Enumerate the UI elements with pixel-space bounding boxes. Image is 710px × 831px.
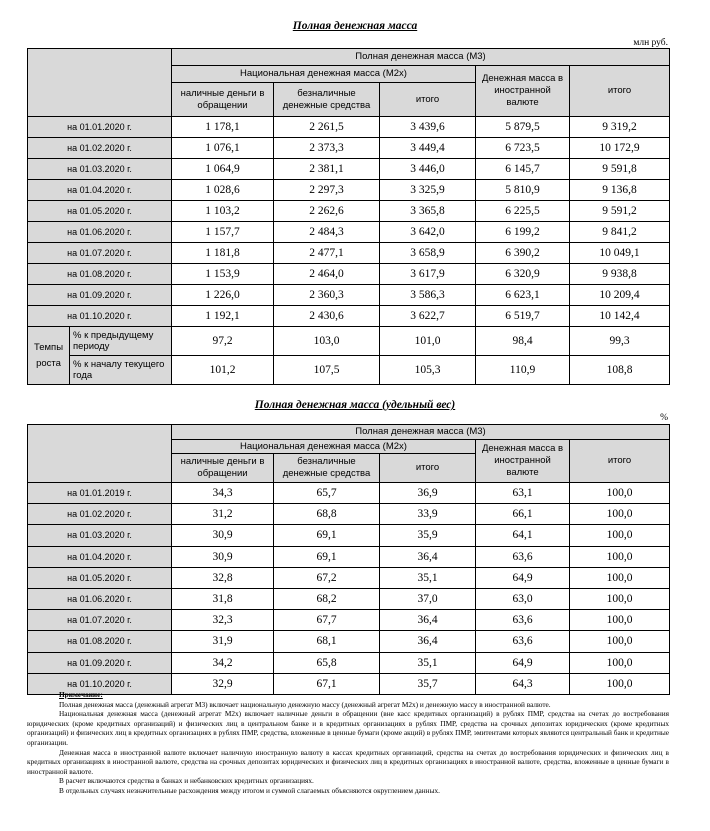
table1-title: Полная денежная масса [292,20,418,32]
growth-row [28,356,670,385]
table-cell: 2 477,1 [274,243,380,264]
table-cell: 65,7 [274,483,380,504]
row-date-label: на 01.06.2020 г. [28,588,172,609]
row-date-label: на 01.01.2019 г. [28,483,172,504]
row-date-label: на 01.07.2020 г. [28,243,172,264]
corner-cell [28,49,172,117]
grand-total-header: итого [570,66,670,117]
table-cell: 100,0 [570,504,670,525]
table-cell: 1 192,1 [172,306,274,327]
table-cell: 3 325,9 [380,180,476,201]
table-row [28,652,670,673]
note-paragraph: Полная денежная масса (денежный агрегат М3) включает национальную денежную массу (денежный агрегат М2х) и денежную массу в иностранной валюте. [59,699,551,709]
table-cell: 6 145,7 [476,159,570,180]
note-paragraph: Денежная масса в иностранной валюте включает наличную иностранную валюту в кассах кредитных организаций, средства на счетах до востребования юридических и физических лиц в кредитных организациях в иностранной валюте, средства на срочных депозитах юридических и физических лиц в кредитных организациях в иностранной валюте, средства, вложенные в ценные бумаги в иностранной валюте. [27,747,669,776]
money-supply-share-table [27,424,670,695]
table-cell: 3 365,8 [380,201,476,222]
table-row [28,285,670,306]
growth-row [28,327,670,356]
growth-rate-label: Темпы роста [28,327,70,385]
cash-header: наличные деньги в обращении [172,454,274,483]
table-cell: 67,2 [274,567,380,588]
table-cell: 35,1 [380,652,476,673]
notes-heading: Примечание: [59,690,103,699]
table-cell: 2 373,3 [274,138,380,159]
table-cell: 30,9 [172,546,274,567]
table-cell: 35,1 [380,567,476,588]
table-cell: 100,0 [570,652,670,673]
table-cell: 37,0 [380,588,476,609]
note-paragraph: Национальная денежная масса (денежный агрегат М2х) включает наличные деньги в обращении (вне касс кредитных организаций) в рублях ПМР, средства на счетах до востребования юридических (кроме кредитных организаций) и физических лиц в центральном банке и в кредитных организациях в рублях ПМР, средства на срочных депозитах юридических (кроме кредитных организаций) и физических лиц в кредитных организациях в рублях ПМР, средства, вложенные в ценные бумаги (кроме акций) в рублях ПМР, эмитентами которых являются центральный банк и кредитные организации. [27,709,669,747]
table-cell: 3 658,9 [380,243,476,264]
m2x-header: Национальная денежная масса (М2х) [172,440,476,454]
table-cell: 2 464,0 [274,264,380,285]
table-cell: 68,2 [274,588,380,609]
table-row [28,483,670,504]
table-cell: 31,8 [172,588,274,609]
table-cell: 98,4 [476,327,570,356]
m2x-total-header: итого [380,454,476,483]
noncash-header: безналичные денежные средства [274,83,380,117]
table-cell: 69,1 [274,525,380,546]
money-supply-table [27,48,670,385]
table-cell: 2 262,6 [274,201,380,222]
table-cell: 66,1 [476,504,570,525]
table-cell: 2 297,3 [274,180,380,201]
table-cell: 3 446,0 [380,159,476,180]
table-cell: 9 136,8 [570,180,670,201]
table-cell: 1 153,9 [172,264,274,285]
table-cell: 64,9 [476,567,570,588]
table-row [28,138,670,159]
table-cell: 107,5 [274,356,380,385]
row-date-label: на 01.08.2020 г. [28,264,172,285]
table-cell: 2 381,1 [274,159,380,180]
table-cell: 1 103,2 [172,201,274,222]
table-cell: 108,8 [570,356,670,385]
cash-header: наличные деньги в обращении [172,83,274,117]
row-date-label: на 01.07.2020 г. [28,610,172,631]
table-row [28,222,670,243]
row-date-label: на 01.09.2020 г. [28,285,172,306]
table2-unit: % [660,413,668,423]
row-date-label: на 01.04.2020 г. [28,180,172,201]
table-cell: 100,0 [570,673,670,694]
table-row [28,306,670,327]
table-cell: 3 617,9 [380,264,476,285]
table-cell: 3 439,6 [380,117,476,138]
table-cell: 1 181,8 [172,243,274,264]
table-cell: 31,2 [172,504,274,525]
table-cell: 1 157,7 [172,222,274,243]
table-cell: 36,4 [380,631,476,652]
foreign-header: Денежная масса в иностранной валюте [476,66,570,117]
table-cell: 100,0 [570,588,670,609]
table-cell: 1 226,0 [172,285,274,306]
table-cell: 9 841,2 [570,222,670,243]
table-cell: 6 390,2 [476,243,570,264]
table-cell: 9 591,8 [570,159,670,180]
table-row [28,243,670,264]
table-cell: 67,1 [274,673,380,694]
m3-header: Полная денежная масса (М3) [172,425,670,440]
table-cell: 101,2 [172,356,274,385]
table-cell: 3 622,7 [380,306,476,327]
table-cell: 36,9 [380,483,476,504]
row-date-label: на 01.04.2020 г. [28,546,172,567]
row-date-label: на 01.01.2020 г. [28,117,172,138]
table-cell: 35,9 [380,525,476,546]
table-cell: 103,0 [274,327,380,356]
note-paragraph: В отдельных случаях незначительные расхождения между итогом и суммой слагаемых объясняются округлением данных. [59,785,440,795]
row-date-label: на 01.10.2020 г. [28,673,172,694]
table-row [28,546,670,567]
foreign-header: Денежная масса в иностранной валюте [476,440,570,483]
table-cell: 63,6 [476,610,570,631]
grand-total-header: итого [570,440,670,483]
table-cell: 1 076,1 [172,138,274,159]
table-cell: 10 142,4 [570,306,670,327]
table-row [28,180,670,201]
row-date-label: на 01.03.2020 г. [28,159,172,180]
table-cell: 64,3 [476,673,570,694]
row-date-label: на 01.06.2020 г. [28,222,172,243]
table-row [28,631,670,652]
table-cell: 110,9 [476,356,570,385]
table-cell: 101,0 [380,327,476,356]
table-cell: 69,1 [274,546,380,567]
table-cell: 6 225,5 [476,201,570,222]
table-cell: 3 642,0 [380,222,476,243]
table-cell: 6 623,1 [476,285,570,306]
table-row [28,264,670,285]
table-cell: 1 178,1 [172,117,274,138]
table-cell: 5 810,9 [476,180,570,201]
table-cell: 100,0 [570,631,670,652]
table-cell: 31,9 [172,631,274,652]
table-cell: 33,9 [380,504,476,525]
table-cell: 5 879,5 [476,117,570,138]
m2x-total-header: итого [380,83,476,117]
table-cell: 34,2 [172,652,274,673]
note-paragraph: В расчет включаются средства в банках и небанковских кредитных организациях. [59,776,314,786]
table-cell: 32,9 [172,673,274,694]
table2-title: Полная денежная масса (удельный вес) [254,399,456,411]
table-cell: 105,3 [380,356,476,385]
m2x-header: Национальная денежная масса (М2х) [172,66,476,83]
table-cell: 32,8 [172,567,274,588]
table-cell: 3 449,4 [380,138,476,159]
table-cell: 65,8 [274,652,380,673]
row-date-label: на 01.09.2020 г. [28,652,172,673]
noncash-header: безналичные денежные средства [274,454,380,483]
table-cell: 68,8 [274,504,380,525]
table-cell: 10 172,9 [570,138,670,159]
row-date-label: на 01.03.2020 г. [28,525,172,546]
table-cell: 100,0 [570,483,670,504]
table-cell: 2 430,6 [274,306,380,327]
growth-row-label: % к началу текущего года [70,356,172,385]
row-date-label: на 01.08.2020 г. [28,631,172,652]
table-cell: 63,6 [476,631,570,652]
corner-cell [28,425,172,483]
row-date-label: на 01.10.2020 г. [28,306,172,327]
table-cell: 6 320,9 [476,264,570,285]
table-cell: 100,0 [570,525,670,546]
table-cell: 100,0 [570,567,670,588]
table-row [28,567,670,588]
table-cell: 35,7 [380,673,476,694]
table-cell: 30,9 [172,525,274,546]
table-cell: 64,1 [476,525,570,546]
table-cell: 1 064,9 [172,159,274,180]
table-cell: 2 360,3 [274,285,380,306]
table1-unit: млн руб. [633,38,668,48]
table-cell: 34,3 [172,483,274,504]
table-cell: 64,9 [476,652,570,673]
table-cell: 1 028,6 [172,180,274,201]
table-cell: 6 199,2 [476,222,570,243]
row-date-label: на 01.02.2020 г. [28,504,172,525]
row-date-label: на 01.05.2020 г. [28,567,172,588]
table-row [28,117,670,138]
table-cell: 2 484,3 [274,222,380,243]
table-cell: 6 519,7 [476,306,570,327]
table-cell: 63,0 [476,588,570,609]
row-date-label: на 01.02.2020 г. [28,138,172,159]
notes-block [27,690,669,796]
m3-header: Полная денежная масса (М3) [172,49,670,66]
table-cell: 6 723,5 [476,138,570,159]
table-row [28,201,670,222]
row-date-label: на 01.05.2020 г. [28,201,172,222]
table-cell: 67,7 [274,610,380,631]
table-row [28,159,670,180]
table-cell: 100,0 [570,546,670,567]
table-cell: 100,0 [570,610,670,631]
table-row [28,525,670,546]
table-cell: 9 591,2 [570,201,670,222]
table-cell: 10 049,1 [570,243,670,264]
table-cell: 97,2 [172,327,274,356]
table-cell: 9 938,8 [570,264,670,285]
table-cell: 9 319,2 [570,117,670,138]
growth-row-label: % к предыдущему периоду [70,327,172,356]
table-cell: 2 261,5 [274,117,380,138]
table-cell: 3 586,3 [380,285,476,306]
table-cell: 36,4 [380,610,476,631]
table-row [28,610,670,631]
table-cell: 32,3 [172,610,274,631]
table-cell: 63,1 [476,483,570,504]
table-cell: 10 209,4 [570,285,670,306]
table-cell: 99,3 [570,327,670,356]
table-cell: 63,6 [476,546,570,567]
table-cell: 36,4 [380,546,476,567]
table-cell: 68,1 [274,631,380,652]
table-row [28,588,670,609]
table-row [28,504,670,525]
